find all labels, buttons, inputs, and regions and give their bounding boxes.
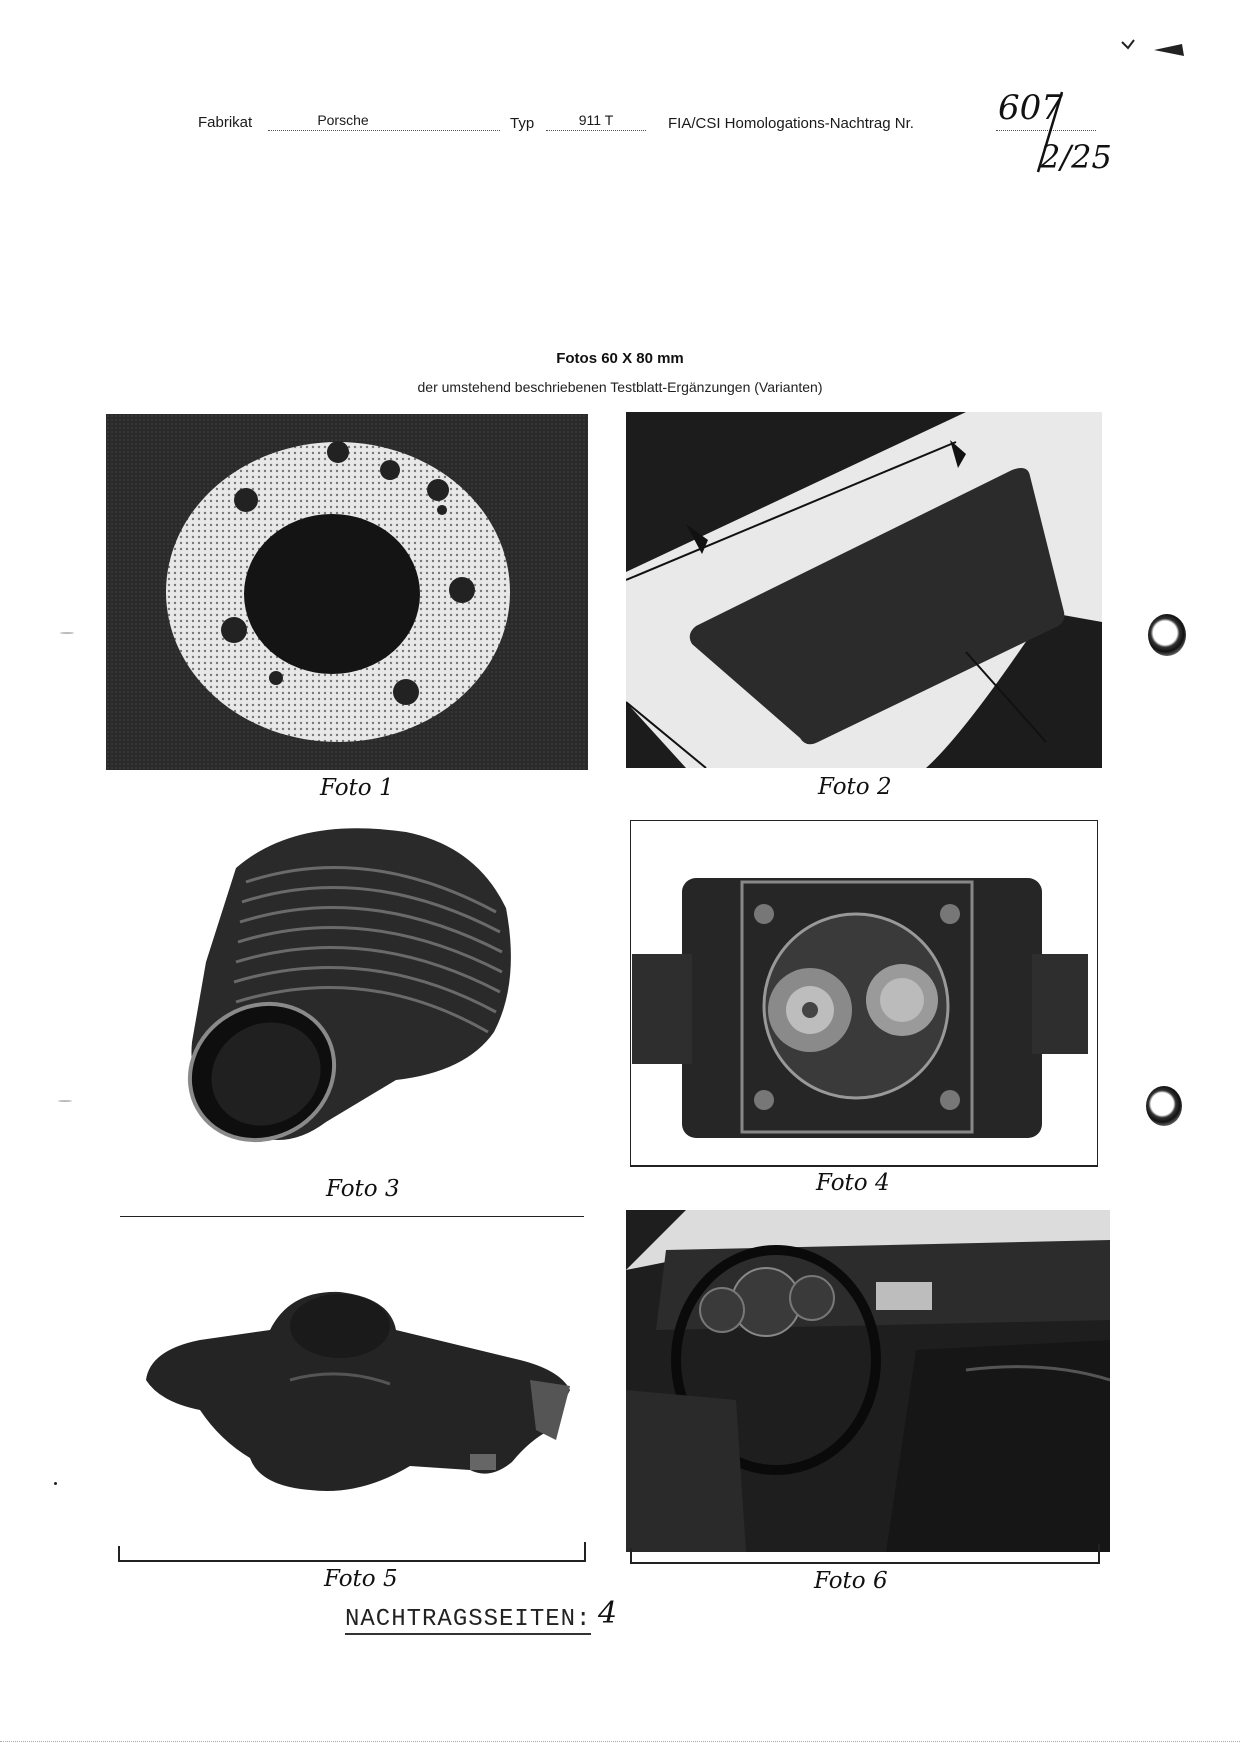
fabrikat-field bbox=[268, 113, 500, 131]
photo-4 bbox=[632, 874, 1088, 1142]
punch-hole-upper bbox=[1148, 614, 1186, 656]
photo-5-caption: Foto 5 bbox=[324, 1566, 398, 1592]
photo-6-bottom-rule bbox=[630, 1562, 1100, 1564]
photo-2-caption: Foto 2 bbox=[818, 774, 892, 800]
photo-6-right-tick bbox=[1098, 1544, 1100, 1564]
typ-value: 911 T bbox=[578, 112, 614, 128]
nachtrag-suffix: 2/25 bbox=[1040, 138, 1112, 176]
photo-1 bbox=[106, 414, 588, 770]
document-header bbox=[0, 0, 1240, 200]
photo-5-left-tick bbox=[118, 1546, 120, 1562]
scan-bottom-edge bbox=[0, 1741, 1240, 1746]
photo-5-right-tick bbox=[584, 1542, 586, 1562]
nachtragsseiten-count: 4 bbox=[598, 1596, 618, 1631]
photo-5-bottom-rule bbox=[118, 1560, 586, 1562]
typ-field bbox=[546, 113, 646, 131]
photo-6 bbox=[626, 1210, 1110, 1552]
nachtragsseiten-stamp: NACHTRAGSSEITEN: bbox=[345, 1606, 592, 1633]
photo-3 bbox=[176, 822, 522, 1152]
photo-4-caption: Foto 4 bbox=[816, 1170, 890, 1196]
photo-3-caption: Foto 3 bbox=[326, 1176, 400, 1202]
fabrikat-label: Fabrikat bbox=[198, 114, 253, 131]
photo-5 bbox=[140, 1290, 580, 1504]
scan-speck bbox=[58, 1100, 72, 1102]
nachtrag-label: FIA/CSI Homologations-Nachtrag Nr. bbox=[668, 115, 914, 132]
typ-label: Typ bbox=[510, 115, 535, 132]
page-subtitle: der umstehend beschriebenen Testblatt-Ergänzungen (Varianten) bbox=[417, 379, 823, 395]
punch-hole-lower bbox=[1146, 1086, 1182, 1126]
photo-2-window-image bbox=[626, 412, 1102, 768]
photo-3-cylinder-image bbox=[176, 822, 522, 1152]
photo-5-top-rule bbox=[120, 1216, 584, 1217]
photo-6-caption: Foto 6 bbox=[814, 1568, 888, 1594]
photo-5-manifold-image bbox=[140, 1290, 580, 1504]
photo-2 bbox=[626, 412, 1102, 768]
photo-1-gasket-image bbox=[106, 414, 588, 770]
scan-speck bbox=[54, 1482, 57, 1485]
corner-mark-icon bbox=[1118, 34, 1188, 62]
page-title: Fotos 60 X 80 mm bbox=[556, 350, 684, 367]
photo-6-left-tick bbox=[630, 1548, 632, 1564]
photo-6-dashboard-image bbox=[626, 1210, 1110, 1552]
photo-1-caption: Foto 1 bbox=[320, 775, 394, 801]
nachtrag-number: 607 bbox=[998, 88, 1063, 128]
photo-4-cylinder-head-image bbox=[632, 874, 1088, 1142]
fabrikat-value: Porsche bbox=[317, 112, 369, 128]
scan-speck bbox=[60, 632, 74, 634]
